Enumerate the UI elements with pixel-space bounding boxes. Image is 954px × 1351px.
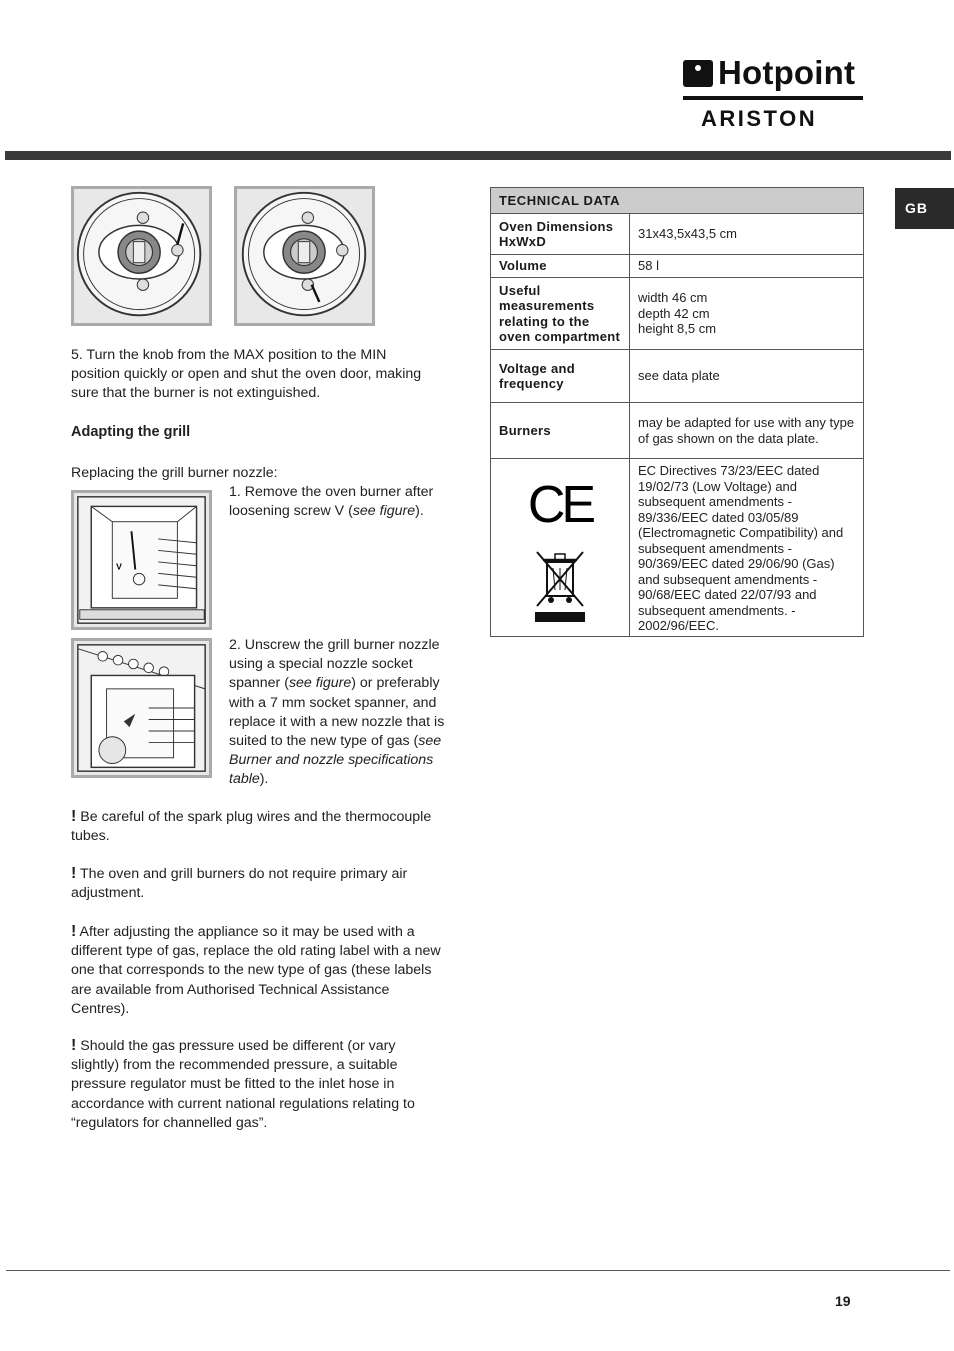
figure-oven-burner — [71, 490, 212, 630]
technical-data-table — [490, 187, 864, 637]
table-row — [491, 403, 864, 459]
row-value: 58 l — [630, 255, 864, 278]
row-label: Useful measurements relating to the oven compartment — [491, 278, 630, 350]
figure-knob-screw-left — [71, 186, 212, 326]
step-1-end: ). — [415, 503, 424, 520]
table-title: TECHNICAL DATA — [491, 188, 864, 214]
logo-rule — [683, 96, 863, 100]
table-row — [491, 214, 864, 255]
brand-name: Hotpoint — [718, 54, 856, 91]
row-value: see data plate — [630, 350, 864, 403]
row-label: Voltage and frequency — [491, 350, 630, 403]
figure-knob-screw-right — [234, 186, 375, 326]
warning-mark: ! — [71, 808, 77, 825]
warning-mark: ! — [71, 865, 77, 882]
step-2-end: ). — [259, 771, 269, 788]
warning-mark: ! — [71, 1037, 77, 1054]
step-1-main: 1. Remove the oven burner after loosening screw V ( — [229, 484, 434, 520]
step-1-text — [229, 483, 434, 521]
step-2-ref: see figure — [288, 675, 352, 692]
page-number: 19 — [835, 1293, 851, 1309]
ce-mark-icon: CE — [527, 475, 593, 534]
row-label: Volume — [491, 255, 630, 278]
warning-text: After adjusting the appliance so it may be used with a different type of gas, replace the old rating label with a new one that corresponds to the new type of gas (these labels are available from Authorised Technical Assistance Centres). — [71, 924, 441, 1017]
table-row — [491, 350, 864, 403]
logo-mark-icon — [683, 60, 713, 87]
row-value — [630, 278, 864, 350]
step-2-table-ref: see Burner and nozzle specifications table — [229, 733, 442, 788]
oven-interior-illustration — [74, 493, 209, 627]
warning-text: Be careful of the spark plug wires and the thermocouple tubes. — [71, 809, 432, 845]
warning-text: The oven and grill burners do not require primary air adjustment. — [71, 866, 408, 902]
header-bar — [5, 151, 951, 160]
footer-rule — [6, 1270, 950, 1271]
table-row — [491, 459, 864, 637]
warning-mark: ! — [71, 923, 77, 940]
step-2-mid: ) or preferably with a 7 mm socket spanner, and replace it with a new nozzle that is suited to the new type of gas ( — [229, 675, 445, 750]
row-value: may be adapted for use with any type of gas shown on the data plate. — [630, 403, 864, 459]
value-line: height 8,5 cm — [638, 321, 717, 337]
table-row — [491, 278, 864, 350]
warning-2 — [71, 864, 441, 903]
language-tab: GB — [895, 188, 954, 229]
ce-weee-icon — [525, 466, 595, 626]
value-line: width 46 cm — [638, 290, 708, 306]
step-5-text: 5. Turn the knob from the MAX position to the MIN position quickly or open and shut the oven door, making sure that the burner is not extinguished. — [71, 347, 422, 402]
warning-1 — [71, 807, 441, 846]
row-label: Oven Dimensions HxWxD — [491, 214, 630, 255]
step-1-ref: see figure — [352, 503, 416, 520]
burner-knob-illustration — [74, 189, 209, 323]
table-row — [491, 255, 864, 278]
sub-brand-name: ARISTON — [701, 106, 818, 131]
weee-bin-icon — [535, 552, 585, 622]
grill-interior-illustration — [74, 641, 209, 775]
brand-logo — [682, 56, 864, 132]
row-label: Burners — [491, 403, 630, 459]
warning-3 — [71, 922, 441, 1019]
figure-label-v: V — [116, 561, 122, 572]
step-2-text — [229, 636, 447, 790]
certification-marks — [491, 459, 630, 637]
value-line: depth 42 cm — [638, 305, 710, 321]
directives-text: EC Directives 73/23/EEC dated 19/02/73 (Low Voltage) and subsequent amendments - 89/336/EEC dated 03/05/89 (Electromagnetic Compatibility) and subsequent amendments - 90/369/EEC dated 29/06/90 (Gas) and subsequent amendments - 90/68/EEC dated 22/07/93 and subsequent amendments. - 2002/96/EEC. — [630, 459, 864, 637]
figure-grill-nozzle — [71, 638, 212, 778]
row-value: 31x43,5x43,5 cm — [630, 214, 864, 255]
warning-text: Should the gas pressure used be different (or vary slightly) from the recommended pressure, a suitable pressure regulator must be fitted to the inlet hose in accordance with current national regulations relating to “regulators for channelled gas”. — [71, 1038, 415, 1131]
warning-4 — [71, 1036, 441, 1133]
intro-text: Replacing the grill burner nozzle: — [71, 465, 278, 481]
section-heading: Adapting the grill — [71, 424, 191, 440]
burner-knob-illustration — [237, 189, 372, 323]
step-2-main: 2. Unscrew the grill burner nozzle using a special nozzle socket spanner ( — [229, 637, 440, 692]
